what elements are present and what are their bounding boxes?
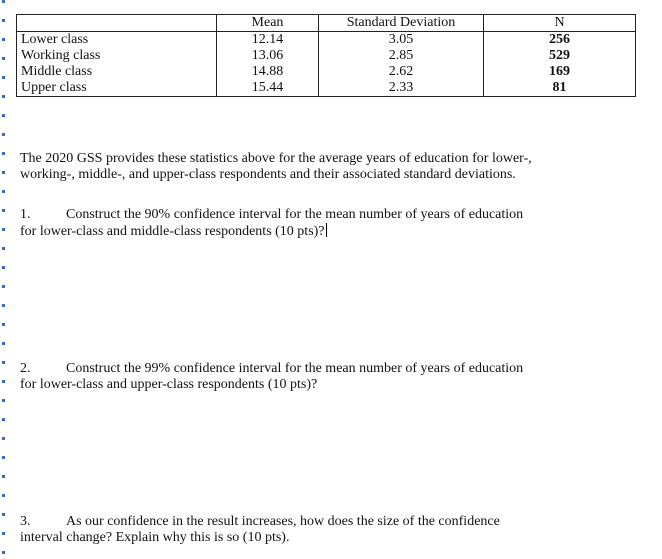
row-mean: 15.44 bbox=[217, 80, 319, 97]
question-2-number: 2. bbox=[20, 361, 31, 376]
table-row bbox=[17, 64, 636, 80]
question-3 bbox=[20, 514, 540, 546]
table-row bbox=[17, 32, 636, 49]
question-3-text: As our confidence in the result increases, how does the size of the confidence interval change? Explain why this is so (10 pts). bbox=[20, 514, 500, 545]
header-label-cell bbox=[17, 15, 217, 32]
row-label: Lower class bbox=[17, 32, 217, 49]
intro-paragraph: The 2020 GSS provides these statistics above for the average years of education for lower-, working-, middle-, and upper-class respondents and their associated standard deviations. bbox=[20, 151, 532, 182]
row-sd: 3.05 bbox=[319, 32, 484, 49]
row-label: Middle class bbox=[17, 64, 217, 80]
row-n: 529 bbox=[484, 48, 636, 64]
row-sd: 2.33 bbox=[319, 80, 484, 97]
row-n: 256 bbox=[484, 32, 636, 49]
row-mean: 14.88 bbox=[217, 64, 319, 80]
row-label: Upper class bbox=[17, 80, 217, 97]
header-mean: Mean bbox=[217, 15, 319, 32]
table-row bbox=[17, 80, 636, 97]
header-n: N bbox=[484, 15, 636, 32]
row-n: 169 bbox=[484, 64, 636, 80]
header-standard-deviation: Standard Deviation bbox=[319, 15, 484, 32]
question-2-text: Construct the 99% confidence interval for the mean number of years of education for lower-class and upper-class respondents (10 pts)? bbox=[20, 361, 524, 392]
question-1-text: Construct the 90% confidence interval for the mean number of years of education for lower-class and middle-class respondents (10 pts)? bbox=[20, 207, 524, 239]
question-3-number: 3. bbox=[20, 514, 31, 529]
question-1[interactable] bbox=[20, 207, 540, 240]
table-row bbox=[17, 48, 636, 64]
table-header-row bbox=[17, 15, 636, 32]
question-1-number: 1. bbox=[20, 207, 31, 222]
row-sd: 2.62 bbox=[319, 64, 484, 80]
row-sd: 2.85 bbox=[319, 48, 484, 64]
question-2 bbox=[20, 361, 540, 393]
row-mean: 13.06 bbox=[217, 48, 319, 64]
text-cursor bbox=[326, 223, 327, 237]
row-n: 81 bbox=[484, 80, 636, 97]
margin-marker-strip bbox=[2, 0, 5, 559]
statistics-table bbox=[16, 14, 636, 97]
row-label: Working class bbox=[17, 48, 217, 64]
row-mean: 12.14 bbox=[217, 32, 319, 49]
